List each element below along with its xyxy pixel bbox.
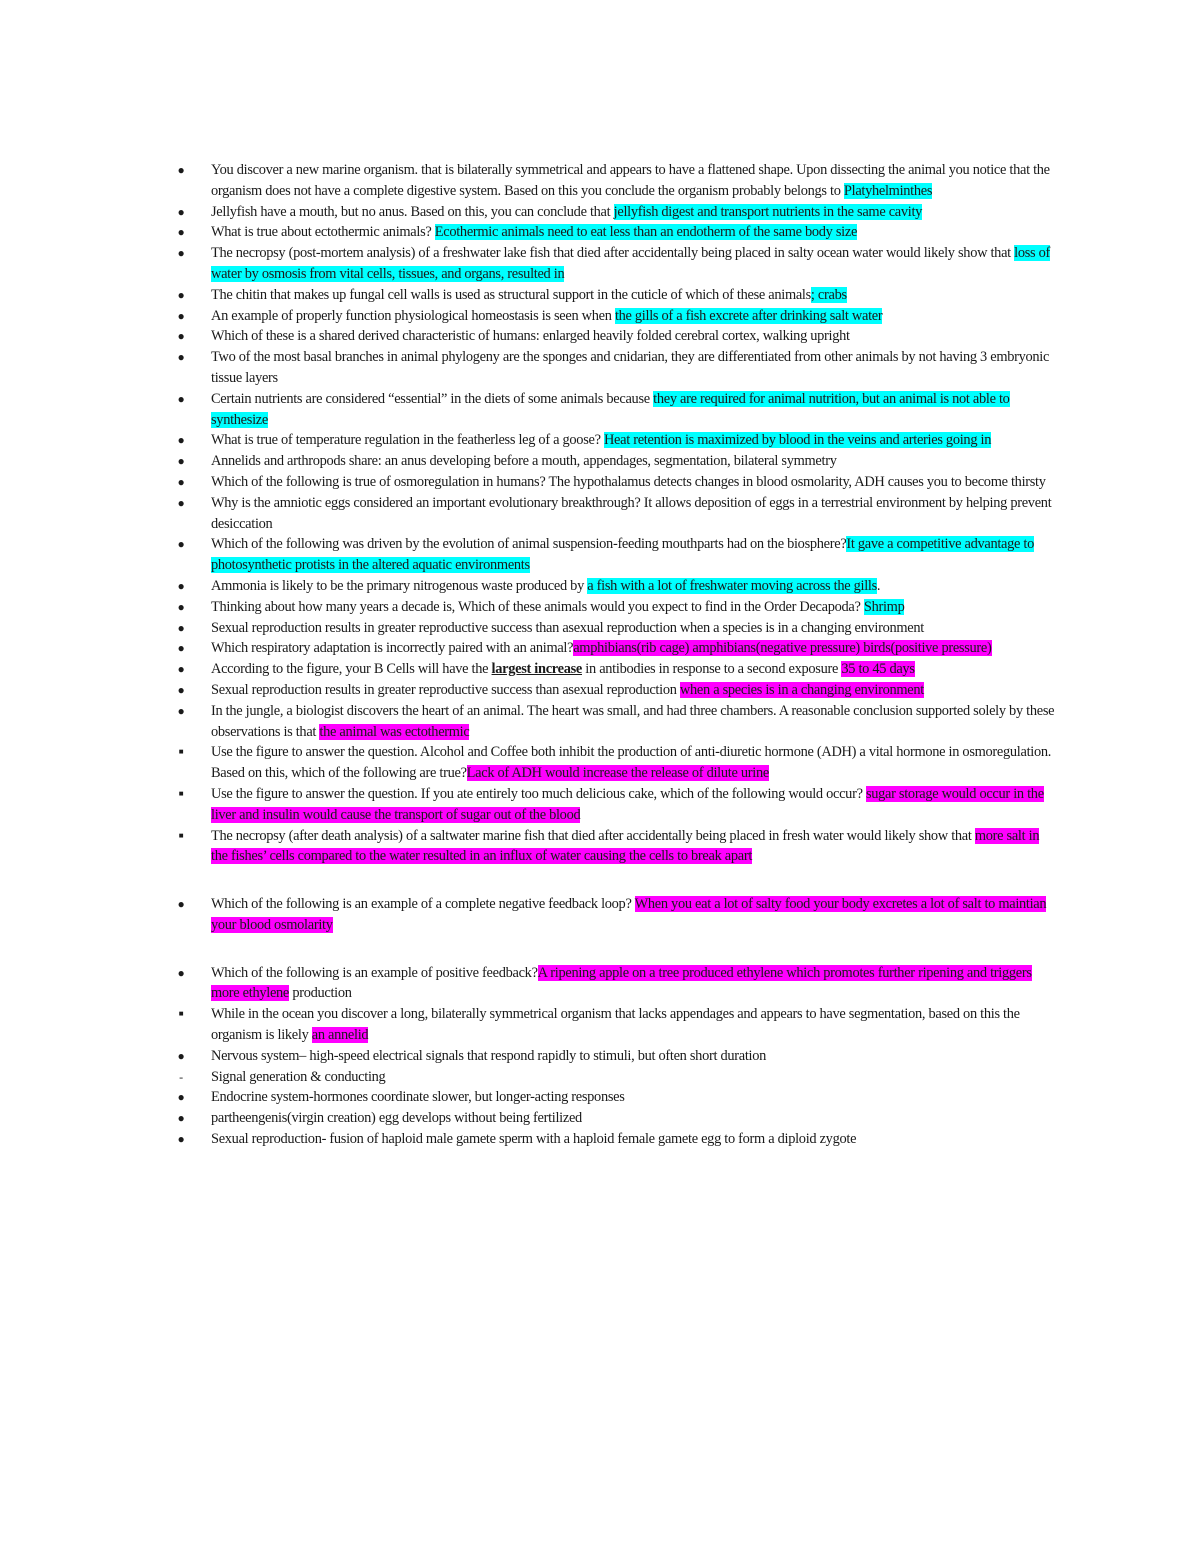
item-text: You discover a new marine organism. that is bilaterally symmetrical and appears to have a flattened shape. Upon dissecting the animal you notice that the organism does not have a complete digestive system. Based on this you conclude the organism probably belongs to (211, 162, 1050, 199)
disc-bullet-icon: ● (177, 308, 185, 323)
list-item (177, 597, 1057, 618)
item-text: What is true about ectothermic animals? (211, 224, 435, 241)
disc-bullet-icon: ● (177, 641, 185, 656)
square-bullet-icon: ■ (178, 747, 184, 757)
disc-bullet-icon: ● (177, 965, 185, 980)
list-item (177, 306, 1057, 327)
magenta-highlighted-answer: amphibians(rib cage) amphibians(negative pressure) birds(positive pressure) (573, 640, 992, 657)
item-text: production (289, 985, 352, 1002)
list-item (177, 576, 1057, 597)
disc-bullet-icon: ● (177, 204, 185, 219)
list-item (177, 347, 1057, 389)
item-text: Two of the most basal branches in animal phylogeny are the sponges and cnidarian, they are differentiated from other animals by not having 3 embryonic tissue layers (211, 349, 1050, 386)
item-text: Which of these is a shared derived characteristic of humans: enlarged heavily folded cerebral cortex, walking upright (211, 328, 850, 345)
disc-bullet-icon: ● (177, 1048, 185, 1063)
item-text: Which of the following is an example of positive feedback? (211, 964, 538, 981)
item-text: Which of the following was driven by the evolution of animal suspension-feeding mouthparts had on the biosphere? (211, 536, 847, 553)
item-text: Which of the following is true of osmoregulation in humans? The hypothalamus detects changes in blood osmolarity, ADH causes you to become thirsty (211, 473, 1046, 490)
disc-bullet-icon: ● (177, 287, 185, 302)
list-item (177, 160, 1057, 202)
disc-bullet-icon: ● (177, 391, 185, 406)
list-item (178, 742, 1057, 784)
item-text: Use the figure to answer the question. Alcohol and Coffee both inhibit the production of anti-diuretic hormone (ADH) a vital hormone in osmoregulation. Based on this, which of the following are true? (211, 744, 1052, 782)
item-text: Sexual reproduction results in greater reproductive success than asexual reproduction when a species is in a changing environment (211, 619, 924, 636)
list-item (177, 202, 1057, 223)
magenta-highlighted-answer: when a species is in a changing environment (679, 681, 924, 698)
cyan-highlighted-answer: they are required for animal nutrition, but an animal is not able to synthesize (211, 390, 1010, 428)
item-text: Jellyfish have a mouth, but no anus. Based on this, you can conclude that (211, 203, 614, 220)
item-text: While in the ocean you discover a long, bilaterally symmetrical organism that lacks appendages and appears to have segmentation, based on this the organism is likely (211, 1006, 1020, 1044)
list-item (177, 243, 1057, 285)
item-text: Which respiratory adaptation is incorrectly paired with an animal? (211, 640, 574, 657)
list-item (177, 493, 1057, 535)
list-item (177, 659, 1057, 680)
item-text: Endocrine system-hormones coordinate slower, but longer-acting responses (211, 1089, 625, 1106)
list-item (179, 1067, 1057, 1088)
list-item (177, 326, 1057, 347)
list-item (177, 285, 1057, 306)
item-text: Ammonia is likely to be the primary nitrogenous waste produced by (211, 577, 588, 594)
square-bullet-icon: ■ (178, 830, 184, 840)
disc-bullet-icon: ● (177, 350, 185, 365)
item-text: Use the figure to answer the question. If you ate entirely too much delicious cake, which of the following would occur? (211, 785, 866, 802)
magenta-highlighted-answer: more salt in the fishes’ cells compared to the water resulted in an influx of water causing the cells to break apart (211, 827, 1040, 865)
cyan-highlighted-answer: Shrimp (863, 598, 905, 615)
item-text: Certain nutrients are considered “essential” in the diets of some animals because (211, 390, 654, 407)
list-item (177, 1108, 1057, 1129)
item-text: Thinking about how many years a decade is, Which of these animals would you expect to find in the Order Decapoda? (211, 598, 864, 615)
item-text: Annelids and arthropods share: an anus developing before a mouth, appendages, segmentation, bilateral symmetry (211, 453, 837, 470)
magenta-highlighted-answer: Lack of ADH would increase the release of dilute urine (466, 765, 769, 782)
list-item (178, 826, 1057, 868)
list-item (177, 894, 1057, 936)
magenta-highlighted-answer: an annelid (311, 1027, 369, 1044)
disc-bullet-icon: ● (177, 495, 185, 510)
disc-bullet-icon: ● (177, 578, 185, 593)
disc-bullet-icon: ● (177, 163, 185, 177)
disc-bullet-icon: ● (177, 897, 185, 912)
disc-bullet-icon: ● (177, 474, 185, 489)
list-item (177, 451, 1057, 472)
cyan-highlighted-answer: ; crabs (810, 286, 847, 303)
item-text: An example of properly function physiological homeostasis is seen when (211, 307, 615, 324)
list-item (177, 1129, 1057, 1150)
list-item (178, 1004, 1057, 1046)
list-item (177, 701, 1057, 743)
item-text: Sexual reproduction results in greater reproductive success than asexual reproduction (211, 681, 680, 698)
disc-bullet-icon: ● (177, 682, 185, 697)
disc-bullet-icon: ● (177, 537, 185, 552)
item-text: . (876, 577, 881, 594)
item-text: In the jungle, a biologist discovers the heart of an animal. The heart was small, and had three chambers. A reasonable conclusion supported solely by these observations is that (211, 702, 1055, 740)
list-item (177, 222, 1057, 243)
cyan-highlighted-answer: Heat retention is maximized by blood in the veins and arteries going in (603, 432, 992, 449)
cyan-highlighted-answer: jellyfish digest and transport nutrients in the same cavity (613, 203, 923, 220)
item-text: The necropsy (post-mortem analysis) of a freshwater lake fish that died after accidentally being placed in salty ocean water would likely show that (211, 245, 1015, 262)
item-text: According to the figure, your B Cells will have the (211, 661, 492, 678)
list-item (177, 618, 1057, 639)
magenta-highlighted-answer: When you eat a lot of salty food your body excretes a lot of salt to maintian your blood osmolarity (211, 896, 1047, 933)
list-item (177, 389, 1057, 431)
dash-bullet-icon: - (179, 1069, 183, 1084)
item-text: Nervous system– high-speed electrical signals that respond rapidly to stimuli, but often short duration (211, 1047, 767, 1064)
disc-bullet-icon: ● (177, 1090, 185, 1105)
item-text: Sexual reproduction- fusion of haploid male gamete sperm with a haploid female gamete egg to form a diploid zygote (211, 1131, 857, 1148)
list-item (177, 1046, 1057, 1067)
item-text: What is true of temperature regulation in the featherless leg of a goose? (211, 432, 604, 449)
list-item (177, 534, 1057, 576)
list-item (178, 784, 1057, 826)
cyan-highlighted-answer: It gave a competitive advantage to photosynthetic protists in the altered aquatic environments (211, 536, 1035, 574)
list-item (177, 472, 1057, 493)
list-item (177, 638, 1057, 659)
item-text: in antibodies in response to a second exposure (582, 661, 842, 678)
cyan-highlighted-answer: loss of water by osmosis from vital cells, tissues, and organs, resulted in (211, 245, 1051, 282)
list-item (177, 680, 1057, 701)
disc-bullet-icon: ● (177, 225, 185, 240)
item-text: The chitin that makes up fungal cell walls is used as structural support in the cuticle of which of these animals (211, 286, 811, 303)
magenta-highlighted-answer: 35 to 45 days (841, 661, 915, 678)
disc-bullet-icon: ● (177, 454, 185, 469)
cyan-highlighted-answer: a fish with a lot of freshwater moving across the gills (587, 577, 877, 594)
disc-bullet-icon: ● (177, 1111, 185, 1126)
item-text: Signal generation & conducting (211, 1068, 386, 1085)
emphasis-text: largest increase (491, 661, 582, 678)
disc-bullet-icon: ● (177, 1132, 185, 1147)
disc-bullet-icon: ● (177, 329, 185, 344)
item-text: Why is the amniotic eggs considered an important evolutionary breakthrough? It allows deposition of eggs in a terrestrial environment by helping prevent desiccation (211, 494, 1052, 532)
disc-bullet-icon: ● (177, 620, 185, 635)
disc-bullet-icon: ● (177, 599, 185, 614)
disc-bullet-icon: ● (177, 662, 185, 677)
square-bullet-icon: ■ (178, 788, 184, 798)
magenta-highlighted-answer: A ripening apple on a tree produced ethylene which promotes further ripening and triggers more ethylene (211, 964, 1032, 1002)
cyan-highlighted-answer: the gills of a fish excrete after drinking salt water (614, 307, 883, 324)
magenta-highlighted-answer: sugar storage would occur in the liver and insulin would cause the transport of sugar out of the blood (211, 785, 1044, 823)
disc-bullet-icon: ● (177, 703, 185, 718)
disc-bullet-icon: ● (177, 246, 185, 261)
item-text: Which of the following is an example of a complete negative feedback loop? (211, 896, 635, 913)
bullet-list (0, 160, 1200, 1150)
cyan-highlighted-answer: Ecothermic animals need to eat less than an endotherm of the same body size (434, 224, 858, 241)
list-item (177, 1087, 1057, 1108)
list-item (177, 963, 1057, 1005)
list-item (177, 430, 1057, 451)
square-bullet-icon: ■ (178, 1009, 184, 1019)
item-text: The necropsy (after death analysis) of a saltwater marine fish that died after accidentally being placed in fresh water would likely show that (211, 827, 975, 844)
disc-bullet-icon: ● (177, 433, 185, 448)
magenta-highlighted-answer: the animal was ectothermic (319, 723, 470, 740)
cyan-highlighted-answer: Platyhelminthes (843, 182, 933, 199)
item-text: partheengenis(virgin creation) egg develops without being fertilized (211, 1110, 582, 1127)
